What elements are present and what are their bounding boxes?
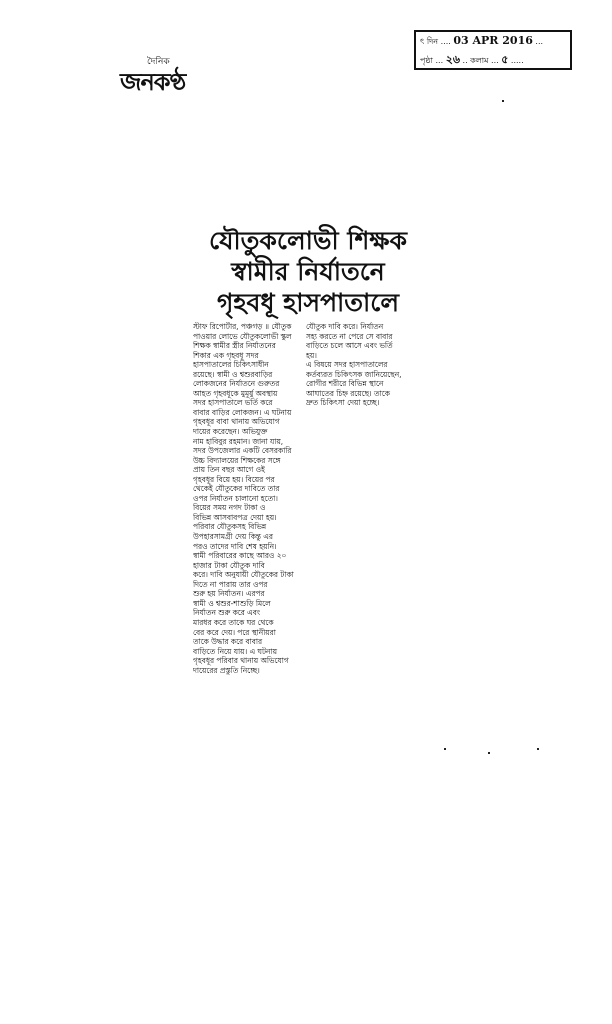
article-headline (188, 225, 428, 318)
body-text-line: হাসপাতালের চিকিৎসাধীন (193, 360, 269, 370)
headline-line-3: গৃহবধূ হাসপাতালে (217, 288, 399, 317)
stamp-column-value: ৫ (501, 53, 509, 66)
body-text-line: হয়। (306, 350, 317, 360)
body-text-line: কর্তব্যরত চিকিৎসক জানিয়েছেন, (306, 369, 402, 379)
body-text-line: বাড়িতে চলে আসে এবং ভর্তি (306, 341, 393, 351)
body-text-line: তাকে উদ্ধার করে বাবার (193, 637, 263, 647)
body-text-line: গৃহবধূর পরিবার থানায় অভিযোগ (193, 656, 289, 666)
body-text-line: ওপর নির্যাতন চালানো হতো। (193, 493, 278, 503)
body-text-line: স্বামী পরিবারের কাছে আরও ২০ (193, 551, 287, 561)
body-text-line: বিয়ের সময় নগদ টাকা ও (193, 503, 266, 513)
body-text-line: স্টাফ রিপোর্টার, পঞ্চগড় ॥ যৌতুক (193, 322, 292, 331)
scan-speck (537, 748, 539, 750)
headline-line-2: স্বামীর নির্যাতনে (231, 257, 385, 286)
body-text-line: সহ্য করতে না পেরে সে বাবার (306, 331, 393, 341)
newspaper-masthead: জনকণ্ঠ (120, 68, 186, 96)
body-text-line: মারধর করে তাকে ঘর থেকে (193, 617, 274, 627)
clipping-stamp (414, 30, 572, 70)
body-text-line: এ বিষয়ে সদর হাসপাতালের (306, 360, 388, 370)
body-text-line: বের করে দেয়। পরে স্থানীয়রা (193, 627, 276, 637)
body-text-line: সদর হাসপাতালে ভর্তি করে (193, 398, 273, 408)
scan-speck (488, 752, 490, 754)
body-text-line: বাবার বাড়ির লোকজন। এ ঘটনায় (193, 407, 292, 417)
stamp-page-value: ২৬ (445, 53, 460, 66)
body-text-line: শিক্ষক স্বামীর স্ত্রীর নির্যাতনের (193, 341, 276, 351)
body-text-line: যৌতুক দাবি করে। নির্যাতন (306, 322, 384, 331)
body-text-line: রোগীর শরীরে বিভিন্ন স্থানে (306, 379, 384, 389)
body-text-line: স্বামী ও শ্বশুর-শাশুড়ি মিলে (193, 598, 271, 608)
body-text-line: হাজার টাকা যৌতুক দাবি (193, 560, 265, 570)
body-text-line: শিকার এক গৃহবধূ সদর (193, 350, 259, 360)
body-text-line: নির্যাতন শুরু করে এবং (193, 608, 261, 618)
headline-line-1: যৌতুকলোভী শিক্ষক (208, 226, 408, 255)
body-text-line: উচ্চ বিদ্যালয়ের শিক্ষকের সঙ্গে (193, 455, 281, 465)
body-text-line: প্রায় তিন বছর আগে ওই (193, 465, 265, 475)
article-body-column-2 (306, 322, 418, 408)
stamp-date-row: ৎ দিন .... 03 APR 2016 ... (420, 34, 544, 47)
body-text-line: লোকজনের নির্যাতনে গুরুতর (193, 379, 280, 389)
body-text-line: দিতে না পারায় তার ওপর (193, 579, 268, 589)
masthead-subtitle: দৈনিক (147, 57, 170, 67)
stamp-page-label: পৃষ্ঠা (420, 56, 433, 65)
body-text-line: শুরু হয় নির্যাতন। এরপর (193, 589, 265, 599)
body-text-line: পরিবার যৌতুকসহ বিভিন্ন (193, 522, 267, 532)
body-text-line: পাওয়ার লোভে যৌতুকলোভী স্কুল (193, 331, 292, 341)
body-text-line: নাম হাবিবুর রহমান। জানা যায়, (193, 436, 284, 446)
body-text-line: বাড়িতে নিয়ে যায়। এ ঘটনায় (193, 646, 277, 656)
stamp-page-row: পৃষ্ঠা ... ২৬ .. কলাম ... ৫ ..... (420, 53, 524, 66)
body-text-line: থেকেই যৌতুকের দাবিতে তার (193, 484, 280, 494)
body-text-line: আহত গৃহবধূকে মুমূর্ষু অবস্থায় (193, 388, 278, 398)
body-text-line: দায়েরের প্রস্তুতি নিচ্ছে। (193, 665, 260, 675)
body-text-line: গৃহবধূর বাবা থানায় অভিযোগ (193, 417, 280, 427)
body-text-line: উপহারসামগ্রী দেয় কিন্তু এর (193, 532, 273, 542)
body-text-line: দ্রুত চিকিৎসা দেয়া হচ্ছে। (306, 398, 380, 408)
body-text-line: গৃহবধূর বিয়ে হয়। বিয়ের পর (193, 474, 275, 484)
scan-speck (444, 748, 446, 750)
body-text-line: আঘাতের চিহ্ন রয়েছে। তাকে (306, 388, 390, 398)
scan-speck (502, 100, 504, 102)
body-text-line: পরও তাদের দাবি শেষ হয়নি। (193, 541, 277, 551)
body-text-line: করে। দাবি অনুযায়ী যৌতুকের টাকা (193, 570, 294, 580)
stamp-column-label: কলাম (470, 56, 489, 65)
stamp-date-label: ৎ দিন (420, 37, 439, 46)
body-text-line: দায়ের করেছেন। অভিযুক্ত (193, 427, 268, 437)
article-body-column-1 (193, 322, 303, 675)
stamp-date-value: 03 APR 2016 (453, 34, 533, 47)
body-text-line: সদর উপজেলার একটি বেসরকারি (193, 446, 292, 456)
body-text-line: রয়েছে। স্বামী ও শ্বশুরবাড়ির (193, 369, 273, 379)
body-text-line: বিভিন্ন আসবাবপত্র দেয়া হয়। (193, 512, 277, 522)
